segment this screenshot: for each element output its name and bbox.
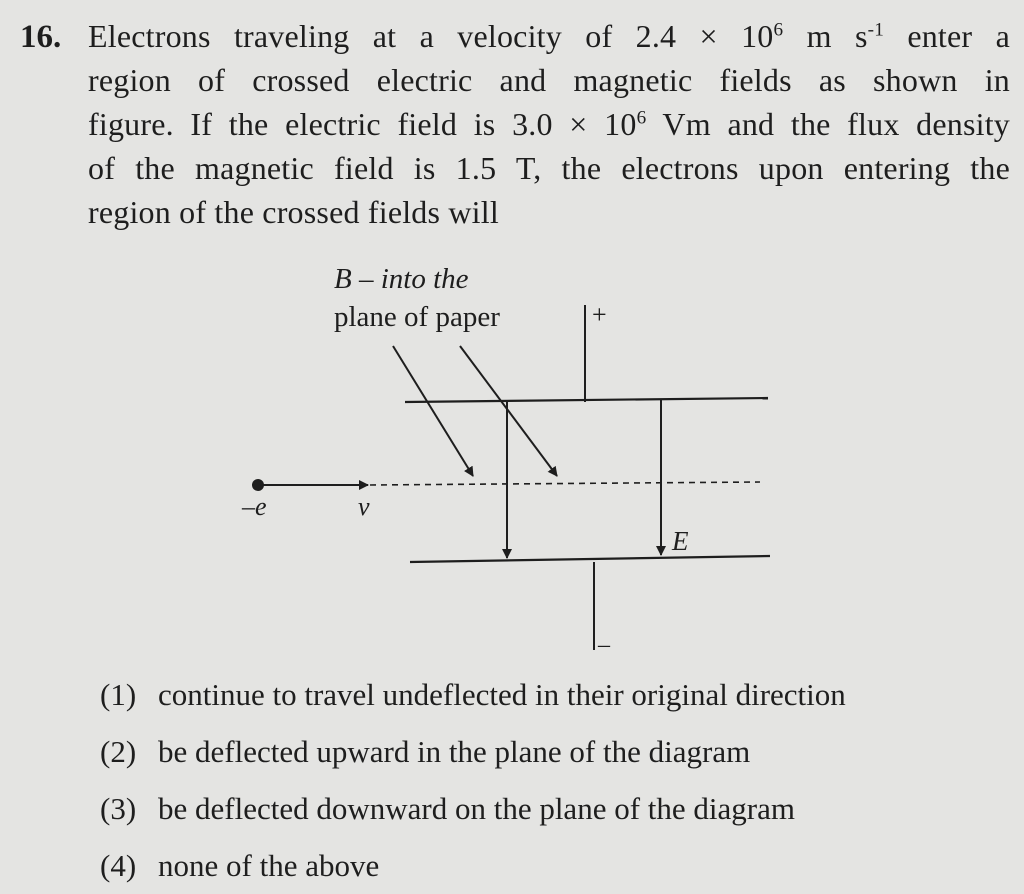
option-3[interactable] — [100, 780, 1000, 837]
e-field-label: E — [672, 526, 689, 556]
plus-sign: + — [592, 300, 607, 329]
b-field-arrow-1 — [393, 346, 473, 476]
velocity-unit-exponent: -1 — [867, 19, 885, 41]
question-number: 16. — [20, 19, 62, 55]
b-field-label-line-2: plane of paper — [334, 301, 500, 333]
question-line-3 — [88, 102, 1010, 146]
bottom-plate — [410, 556, 770, 562]
option-4[interactable] — [100, 837, 1000, 894]
b-symbol: B – into the — [334, 263, 469, 295]
velocity-label: v — [358, 492, 370, 521]
velocity-unit: m s — [783, 18, 868, 54]
charge-label: –e — [242, 492, 267, 521]
question-line-2: region of crossed electric and magnetic fields as shown in — [88, 62, 1010, 98]
diagram-drawing — [0, 250, 1024, 670]
question-block — [20, 14, 1010, 234]
question-line-1 — [88, 14, 1010, 58]
field-exponent: 6 — [636, 107, 647, 129]
minus-sign: – — [598, 632, 610, 658]
option-1-text: continue to travel undeflected in their original direction — [158, 677, 846, 712]
question-line-3-end: Vm and the flux density — [646, 106, 1010, 142]
option-1[interactable] — [100, 666, 1000, 723]
question-line-3-text: figure. If the electric field is 3.0 × 10 — [88, 106, 637, 142]
option-4-text: none of the above — [158, 848, 380, 883]
electron-path — [370, 482, 760, 485]
question-line-1-text: Electrons traveling at a velocity of 2.4 × 10 — [88, 18, 774, 54]
velocity-exponent: 6 — [773, 19, 784, 41]
question-line-1-end: enter a — [884, 18, 1010, 54]
b-field-arrow-2 — [460, 346, 557, 476]
top-plate — [405, 398, 768, 402]
option-4-number: (4) — [100, 848, 137, 883]
option-2-text: be deflected upward in the plane of the diagram — [158, 734, 751, 769]
question-line-5: region of the crossed fields will — [88, 194, 499, 230]
question-line-4: of the magnetic field is 1.5 T, the electrons upon entering the — [88, 150, 1010, 186]
option-3-number: (3) — [100, 791, 137, 826]
option-1-number: (1) — [100, 677, 137, 712]
question-text — [88, 14, 1010, 234]
option-2[interactable] — [100, 723, 1000, 780]
option-3-text: be deflected downward on the plane of the diagram — [158, 791, 795, 826]
option-2-number: (2) — [100, 734, 137, 769]
answer-options — [100, 666, 1000, 894]
b-field-label-line-1 — [334, 262, 469, 296]
crossed-fields-diagram — [0, 250, 1024, 670]
